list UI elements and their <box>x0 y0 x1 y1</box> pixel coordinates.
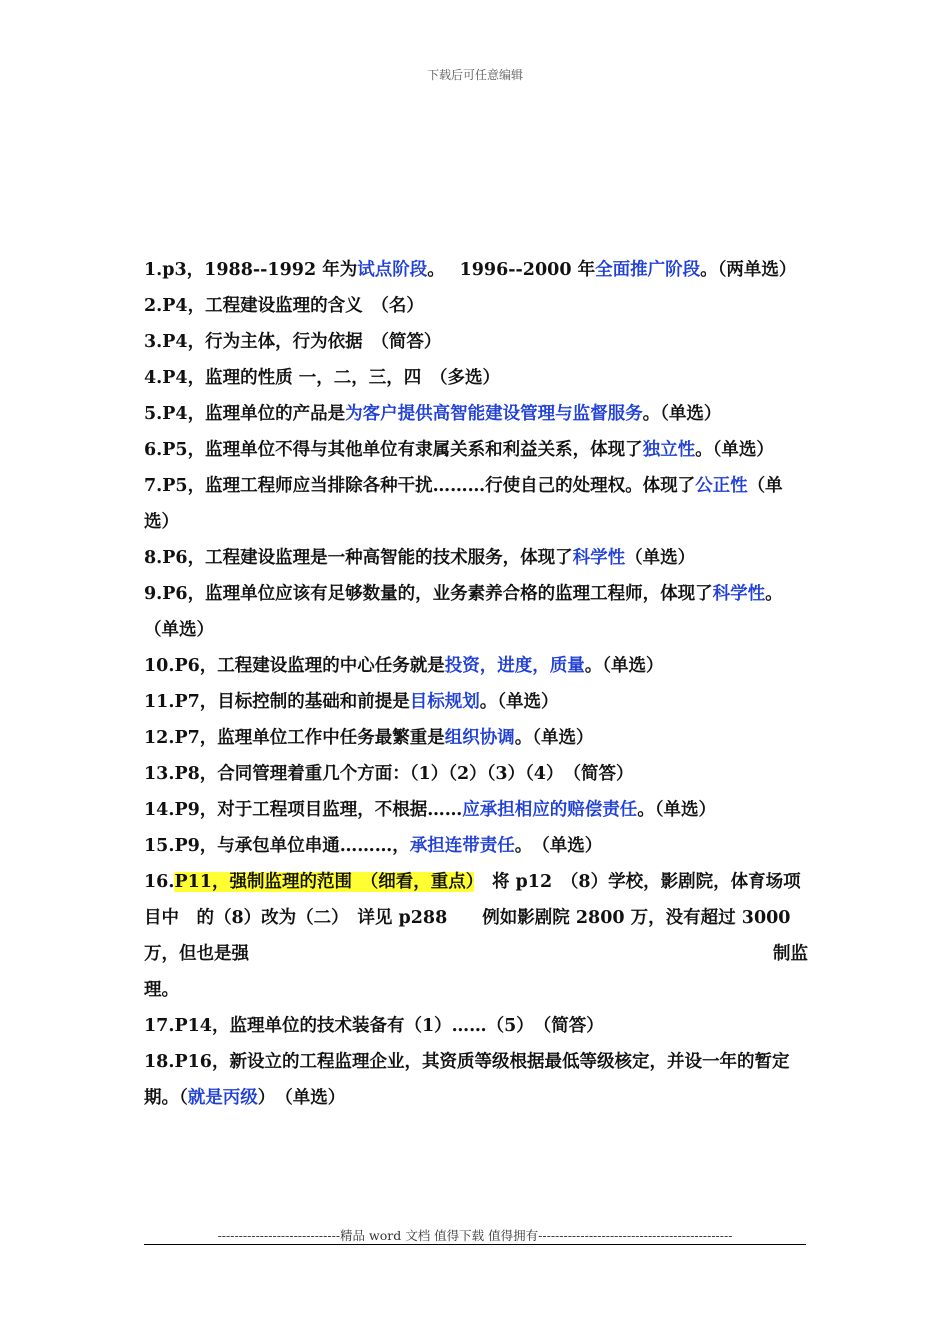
answer-text: 科学性 <box>712 584 766 604</box>
answer-text: 试点阶段 <box>357 260 428 280</box>
document-body <box>144 252 808 1116</box>
header-note: 下载后可任意编辑 <box>426 68 523 82</box>
answer-text: 就是丙级 <box>187 1088 258 1108</box>
item-1: 1.p3，1988--1992 年为试点阶段。 1996--2000 年全面推广阶段。（两单选） <box>144 260 797 280</box>
answer-text: 公正性 <box>695 476 748 496</box>
item-3: 3.P4，行为主体，行为依据 （简答） <box>144 332 442 352</box>
item-4: 4.P4，监理的性质 一，二，三，四 （多选） <box>144 368 500 388</box>
answer-text: 全面推广阶段 <box>595 260 701 280</box>
answer-text: 应承担相应的赔偿责任 <box>462 800 638 820</box>
footer-note: -----------------------------精品 word 文档 值得下载 值得拥有---------------------------------------------- <box>217 1228 733 1243</box>
item-5: 5.P4，监理单位的产品是为客户提供高智能建设管理与监督服务。（单选） <box>144 404 722 424</box>
item-17: 17.P14，监理单位的技术装备有（1）……（5） （简答） <box>144 1016 604 1036</box>
item-9: 9.P6，监理单位应该有足够数量的，业务素养合格的监理工程师，体现了科学性。（单选） <box>144 584 783 640</box>
answer-text: 目标规划 <box>409 692 480 712</box>
item-6: 6.P5，监理单位不得与其他单位有隶属关系和利益关系，体现了独立性。（单选） <box>144 440 774 460</box>
item-16-continued: 理。 <box>144 980 179 1000</box>
item-11: 11.P7，目标控制的基础和前提是目标规划。（单选） <box>144 692 559 712</box>
answer-text: 承担连带责任 <box>409 836 515 856</box>
answer-text: 投资，进度，质量 <box>444 656 585 676</box>
item-2: 2.P4，工程建设监理的含义 （名） <box>144 296 424 316</box>
answer-text: 科学性 <box>572 548 626 568</box>
item-15: 15.P9，与承包单位串通………，承担连带责任。 （单选） <box>144 836 603 856</box>
item-8: 8.P6，工程建设监理是一种高智能的技术服务，体现了科学性（单选） <box>144 548 696 568</box>
item-10: 10.P6，工程建设监理的中心任务就是投资，进度，质量。（单选） <box>144 656 664 676</box>
item-7: 7.P5，监理工程师应当排除各种干扰………行使自己的处理权。体现了公正性（单选） <box>144 476 783 532</box>
item-14: 14.P9，对于工程项目监理，不根据……应承担相应的赔偿责任。（单选） <box>144 800 717 820</box>
item-18: 18.P16，新设立的工程监理企业，其资质等级根据最低等级核定，并设一年的暂定期。（就是丙级） （单选） <box>144 1052 790 1108</box>
item-16: 16.P11，强制监理的范围 （细看，重点） 将 p12 （8）学校，影剧院，体育场项目中 的（8）改为（二） 详见 p288 例如影剧院 2800 万，没有超过 3000 万，但也是强 制监 <box>144 872 808 964</box>
item-12: 12.P7，监理单位工作中任务最繁重是组织协调。（单选） <box>144 728 594 748</box>
answer-text: 组织协调 <box>444 728 515 748</box>
item-13: 13.P8，合同管理着重几个方面：（1）（2）（3）（4） （简答） <box>144 764 634 784</box>
highlighted-text: P11，强制监理的范围 （细看，重点） <box>174 872 475 892</box>
answer-text: 为客户提供高智能建设管理与监督服务 <box>345 404 643 424</box>
answer-text: 独立性 <box>642 440 696 460</box>
footer-divider <box>144 1244 806 1245</box>
